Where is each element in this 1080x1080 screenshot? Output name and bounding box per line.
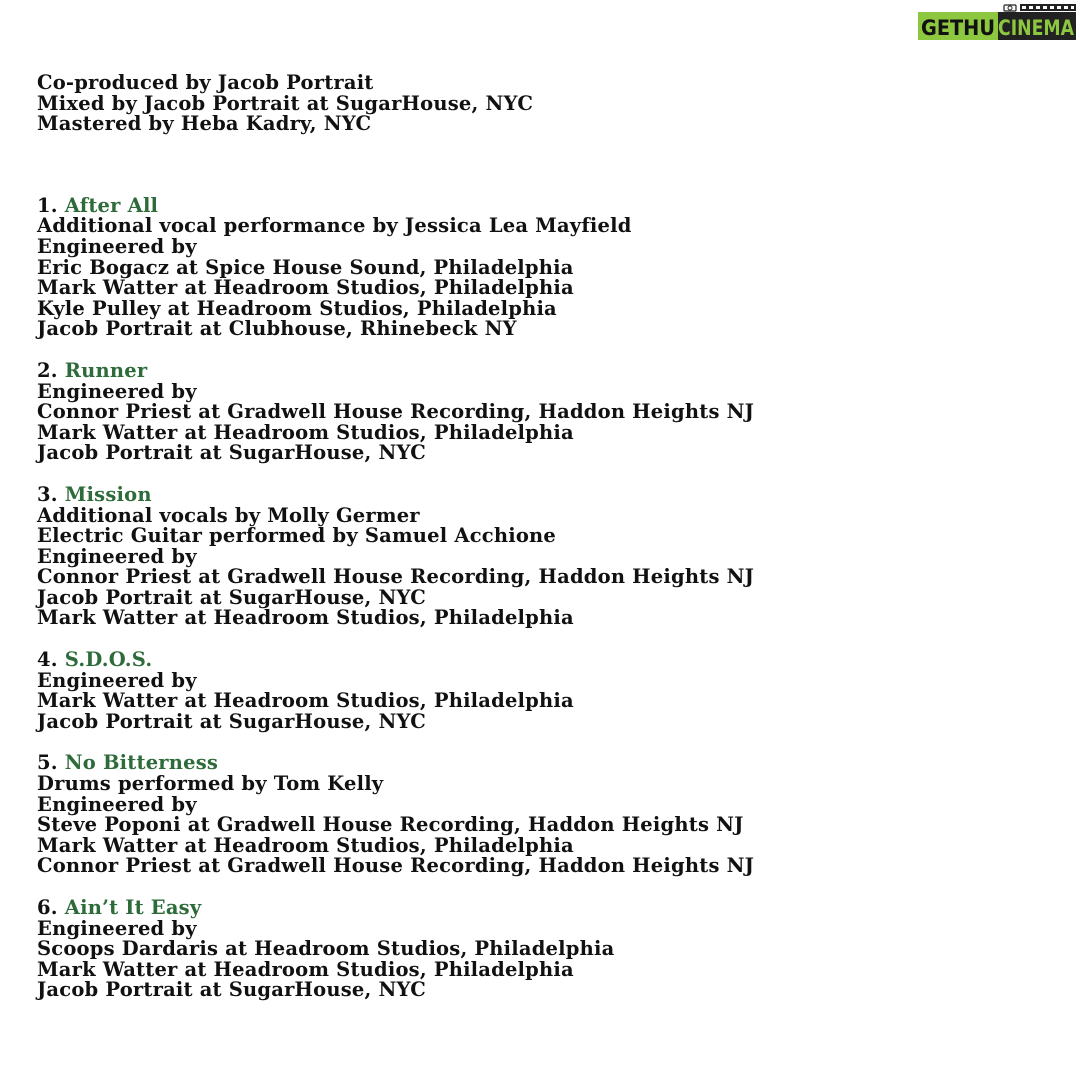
- track-3: [37, 482, 1057, 630]
- credit-line: Jacob Portrait at SugarHouse, NYC: [37, 978, 427, 1002]
- track-heading: [37, 753, 1057, 774]
- track-number: 4.: [37, 648, 58, 672]
- track-number: 2.: [37, 358, 58, 382]
- track-heading: [37, 358, 1057, 382]
- credit-line: Connor Priest at Gradwell House Recording, Haddon Heights NJ: [37, 854, 755, 878]
- credit-line: Mark Watter at Headroom Studios, Philadelphia: [37, 276, 574, 300]
- track-number: 1.: [37, 193, 58, 217]
- track-number: 3.: [37, 482, 58, 506]
- credit-line: Engineered by: [37, 792, 197, 816]
- track-title: No Bitterness: [64, 751, 219, 775]
- credit-line: Eric Bogacz at Spice House Sound, Philadelphia: [37, 255, 574, 279]
- credit-line: Connor Priest at Gradwell House Recording, Haddon Heights NJ: [37, 400, 755, 424]
- credit-line: Kyle Pulley at Headroom Studios, Philadelphia: [37, 296, 557, 320]
- credits-document: [37, 73, 1057, 1022]
- credit-line: Steve Poponi at Gradwell House Recording, Haddon Heights NJ: [37, 813, 744, 837]
- track-1: [37, 193, 1057, 341]
- track-title: S.D.O.S.: [64, 648, 153, 672]
- credit-line: Engineered by: [37, 544, 197, 568]
- credit-line: Mark Watter at Headroom Studios, Philadelphia: [37, 420, 574, 444]
- logo-text-cinema: CINEMA: [998, 16, 1075, 40]
- track-2: [37, 358, 1057, 465]
- track-title: Runner: [64, 358, 148, 382]
- credit-line: Engineered by: [37, 234, 197, 258]
- track-title: Ain’t It Easy: [64, 896, 202, 919]
- credit-line: Engineered by: [37, 668, 197, 692]
- credit-line: Scoops Dardaris at Headroom Studios, Philadelphia: [37, 937, 615, 961]
- track-heading: [37, 650, 1057, 671]
- film-camera-icon: [918, 4, 1078, 44]
- credit-line: Jacob Portrait at SugarHouse, NYC: [37, 441, 427, 465]
- credit-line: Drums performed by Tom Kelly: [37, 772, 384, 796]
- track-heading: [37, 898, 1057, 919]
- track-number: 5.: [37, 751, 58, 775]
- credit-line: Mark Watter at Headroom Studios, Philadelphia: [37, 689, 574, 713]
- track-5: [37, 753, 1057, 877]
- track-4: [37, 650, 1057, 732]
- intro-credits: [37, 73, 1057, 135]
- logo-text-gethu: GETHU: [921, 16, 995, 40]
- track-number: 6.: [37, 896, 58, 919]
- credit-line: Co-produced by Jacob Portrait: [37, 71, 374, 94]
- credit-line: Engineered by: [37, 379, 197, 403]
- credit-line: Mark Watter at Headroom Studios, Philadelphia: [37, 606, 574, 630]
- credit-line: Jacob Portrait at Clubhouse, Rhinebeck NY: [37, 317, 517, 341]
- credit-line: Jacob Portrait at SugarHouse, NYC: [37, 709, 427, 733]
- credit-line: Electric Guitar performed by Samuel Acchione: [37, 524, 557, 548]
- watermark-logo: [918, 4, 1078, 44]
- credit-line: Engineered by: [37, 916, 197, 940]
- track-heading: [37, 193, 1057, 217]
- credit-line: Connor Priest at Gradwell House Recording, Haddon Heights NJ: [37, 565, 755, 589]
- credit-line: Mark Watter at Headroom Studios, Philadelphia: [37, 833, 574, 857]
- credit-line: Mark Watter at Headroom Studios, Philadelphia: [37, 957, 574, 981]
- credit-line: Additional vocals by Molly Germer: [37, 503, 420, 527]
- track-title: Mission: [64, 482, 152, 506]
- credit-line: Jacob Portrait at SugarHouse, NYC: [37, 585, 427, 609]
- track-heading: [37, 482, 1057, 506]
- track-6: [37, 898, 1057, 1001]
- credit-line: Additional vocal performance by Jessica Lea Mayfield: [37, 214, 632, 238]
- credit-line: Mastered by Heba Kadry, NYC: [37, 112, 372, 136]
- track-title: After All: [64, 193, 159, 217]
- credit-line: Mixed by Jacob Portrait at SugarHouse, NYC: [37, 91, 534, 115]
